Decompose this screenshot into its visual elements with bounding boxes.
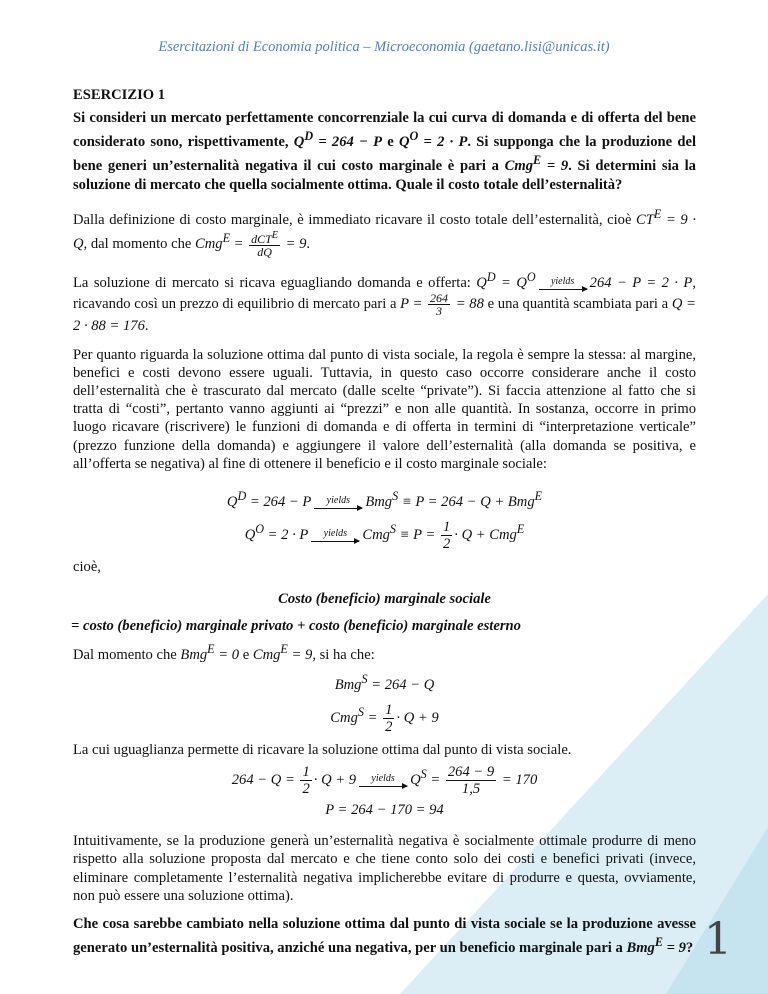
text-cioe: cioè, [73, 558, 101, 575]
paragraph-1-text-b: , dal momento che [83, 235, 195, 252]
equation-social-cost: $Q^O = 2 \cdot P$ yields Cmg$^S$ ≡ P = $\frac{1}{2}$ · Q + Cmg$^E$ [244, 518, 525, 552]
equation-bmg-social: Bmg$^S$ = 264 − Q [334, 672, 435, 693]
question-1-text-d: . Si determini sia la soluzione di mercato che quella socialmente ottima. Quale il costo totale dell’esternalità? [73, 158, 696, 193]
document-body [73, 86, 696, 968]
external-benefit-value: Bmg$^E$ = 0 [180, 642, 240, 663]
paragraph-total-cost: Dalla definizione di costo marginale, è immediato ricavare il costo totale dell’esternalità, cioè $CT^E = 9 \cdot Q$, dal momento che Cmg$^E$ = $\frac{dCT^E}{dQ}$ = 9. [73, 206, 696, 260]
question-1-text-a: Si consideri un mercato perfettamente concorrenziale la cui curva di domanda e di offerta del bene considerato sono, rispettivamente, [73, 110, 696, 151]
market-equilibrium-formula: $Q^D = Q^O$ yields 264 − P = 2 · P [476, 270, 693, 292]
demand-formula: $Q^D = 264 - P$ [293, 129, 383, 151]
question-1-text-c: . Si supponga che la produzione del bene generi un’esternalità negativa il cui costo marginale è pari a [73, 134, 696, 175]
equation-cmg-social: Cmg$^S$ = $\frac{1}{2}$ · Q + 9 [330, 702, 439, 736]
total-cost-formula: $CT^E = 9 \cdot Q$ [73, 206, 696, 252]
paragraph-4-text-a: Dal momento che [73, 646, 181, 663]
paragraph-equality: La cui uguaglianza permette di ricavare la soluzione ottima dal punto di vista sociale. [73, 742, 572, 759]
paragraph-1-text-a: Dalla definizione di costo marginale, è immediato ricavare il costo totale dell’esternalità, cioè [73, 211, 637, 228]
equation-optimal-price: P = 264 − 170 = 94 [325, 802, 444, 819]
paragraph-given-values [73, 640, 696, 664]
external-cost-value: Cmg$^E$ = 9 [252, 642, 313, 663]
paragraph-2-text-a: La soluzione di mercato si ricava eguagliando domanda e offerta: [73, 275, 477, 292]
supply-formula: $Q^O = 2 \cdot P$ [398, 129, 468, 151]
paragraph-market-solution: La soluzione di mercato si ricava eguagliando domanda e offerta: $Q^D = Q^O$ yields 264 − P = 2 · P, ricavando così un prezzo di equilibrio di mercato pari a P = $\frac{264}{3}$ = 88 e una quantità scambiata pari a Q = 2 · 88 = 176. [73, 270, 696, 335]
paragraph-4-text-b: e [239, 646, 253, 663]
positive-externality-formula: Bmg$^E$ = 9 [626, 935, 686, 957]
exercise-title: ESERCIZIO 1 [73, 87, 166, 103]
equilibrium-quantity-formula: Q = 2 · 88 = 176 [73, 296, 696, 335]
paragraph-social-optimum: Per quanto riguarda la soluzione ottima dal punto di vista sociale, la regola è sempre la stessa: al margine, benefici e costi devono essere uguali. Tuttavia, in questo caso occorre considerare anche il costo dell’esternalità che è trascurato dal mercato (dalle scelte “private”). Si faccia attenzione al fatto che si tratta di “costi”, pertanto vanno aggiunti ai “prezzi” e non alle quantità. In sostanza, occorre in primo luogo ricavare (riscrivere) le funzioni di domanda e di offerta in termini di “interpretazione verticale” (prezzo funzione della domanda) e aggiungere il valore dell’esternalità (alla domanda se positiva, e all’offerta se negativa) al fine di ottenere il beneficio e il costo marginale sociale: [73, 346, 696, 472]
paragraph-2-text-c: e una quantità scambiata pari a [483, 296, 672, 313]
page-header: Esercitazioni di Economia politica – Microeconomia (gaetano.lisi@unicas.it) [158, 39, 610, 55]
question-2 [73, 915, 696, 957]
paragraph-intuition: Intuitivamente, se la produzione generà un’esternalità negativa è socialmente ottimale produrre di meno rispetto alla soluzione proposta dal mercato e che tiene conto solo dei costi e benefici privati (invece, eliminare completamente l’esternalità negativa implicherebbe evitare di produrre e questa, ovviamente, non può essere una soluzione ottima). [73, 833, 696, 904]
question-1 [73, 109, 696, 194]
marginal-cost-derivative: Cmg$^E$ = $\frac{dCT^E}{dQ}$ = 9 [195, 230, 307, 260]
equation-social-benefit: $Q^D = 264 - P$ yields Bmg$^S$ ≡ P = 264 − Q + Bmg$^E$ [226, 489, 543, 510]
equation-social-marginal-sum: = costo (beneficio) marginale privato + costo (beneficio) marginale esterno [71, 618, 521, 635]
equation-optimal-quantity: 264 − Q = $\frac{1}{2}$ · Q + 9 yields $Q^S$ = $\frac{264 - 9}{1,5}$ = 170 [231, 764, 538, 798]
paragraph-2-text-b: , ricavando così un prezzo di equilibrio di mercato pari a [73, 275, 696, 313]
external-cost-formula: Cmg$^E$ = 9 [504, 153, 569, 175]
question-2-text-a: Che cosa sarebbe cambiato nella soluzione ottima dal punto di vista sociale se la produzione avesse generato un’esternalità positiva, anziché una negativa, per un beneficio marginale pari a [73, 916, 696, 957]
equilibrium-price-formula: P = $\frac{264}{3}$ = 88 [400, 291, 484, 319]
paragraph-4-text-c: , si ha che: [312, 646, 375, 663]
equation-social-marginal-title: Costo (beneficio) marginale sociale [278, 591, 491, 608]
question-1-text-b: e [382, 134, 399, 151]
question-2-text-b: ? [685, 940, 694, 957]
page-number: 1 [704, 914, 732, 965]
